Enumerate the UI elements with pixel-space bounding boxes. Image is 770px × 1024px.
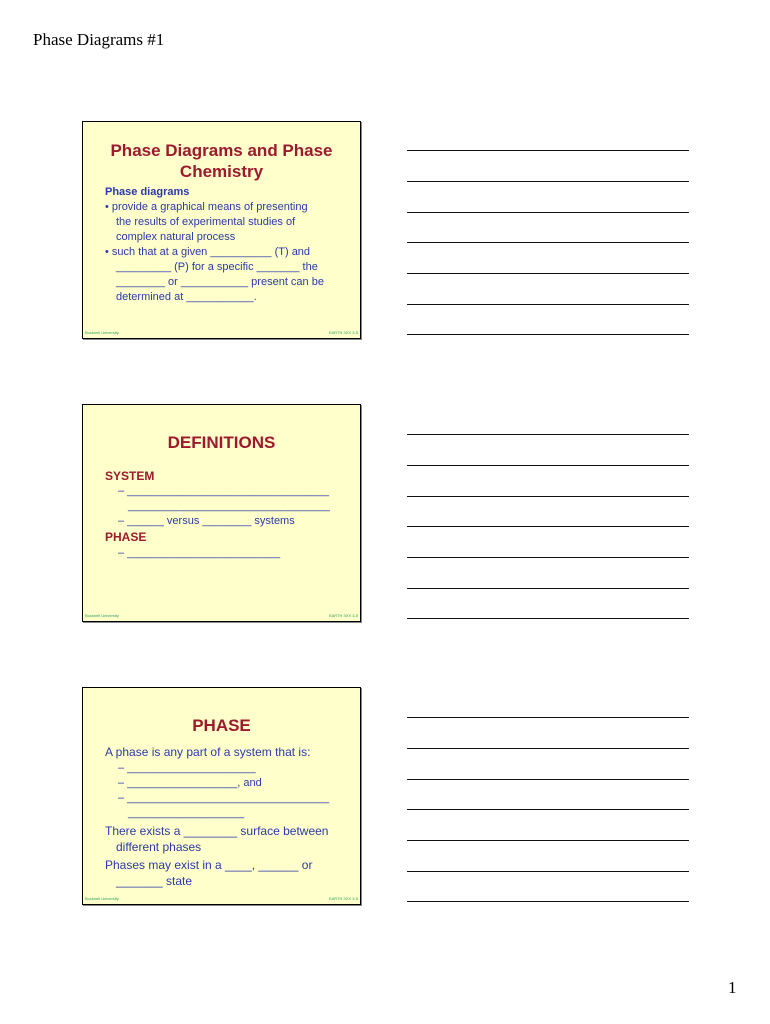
dash-line: – _________________________ [118, 547, 281, 559]
slide-footer-right: EARTH 3XX 3-5 [328, 330, 358, 335]
intro-line: A phase is any part of a system that is: [105, 745, 311, 759]
bullet-line: ________ or ___________ present can be [116, 276, 324, 288]
slide-title-cont: Chemistry [179, 162, 264, 181]
dash-line: _________________________________ [128, 500, 330, 512]
paragraph-line: Phases may exist in a ____, ______ or [105, 858, 313, 872]
note-line [407, 901, 689, 902]
dash-line: – _________________________________ [118, 792, 330, 804]
note-line [407, 273, 689, 274]
slide-footer-right: EARTH 3XX 3-5 [328, 896, 358, 901]
phase-heading: PHASE [105, 530, 147, 544]
slide-footer-left: Bucknell University [85, 896, 119, 901]
bullet-line: determined at ___________. [116, 291, 257, 303]
page-header: Phase Diagrams #1 [33, 30, 165, 49]
note-line [407, 212, 689, 213]
slide-title: Phase Diagrams and Phase [110, 141, 333, 160]
note-line [407, 496, 689, 497]
dash-line: ___________________ [128, 807, 245, 819]
slide-1 [82, 121, 361, 339]
note-line [407, 588, 689, 589]
bullet-line: _________ (P) for a specific _______ the [116, 261, 318, 273]
note-line [407, 557, 689, 558]
dash-line: – _____________________ [118, 762, 256, 774]
note-line [407, 242, 689, 243]
bullet-line: the results of experimental studies of [116, 216, 296, 228]
dash-line: – ______ versus ________ systems [118, 515, 295, 527]
note-line [407, 618, 689, 619]
note-line [407, 434, 689, 435]
note-line [407, 526, 689, 527]
note-line [407, 465, 689, 466]
bullet-line: • provide a graphical means of presenting [105, 201, 308, 213]
note-line [407, 748, 689, 749]
note-line [407, 334, 689, 335]
subheading: Phase diagrams [105, 186, 190, 198]
note-line [407, 304, 689, 305]
paragraph-line: different phases [116, 840, 202, 854]
paragraph-line: There exists a ________ surface between [105, 824, 329, 838]
note-line [407, 717, 689, 718]
note-line [407, 181, 689, 182]
dash-line: – __________________, and [118, 777, 262, 789]
note-line [407, 809, 689, 810]
slide-body [105, 468, 344, 561]
slide-3 [82, 687, 361, 905]
note-line [407, 840, 689, 841]
slide-body [105, 744, 344, 889]
slide-footer-left: Bucknell University [85, 330, 119, 335]
bullet-line: complex natural process [116, 231, 236, 243]
note-line [407, 871, 689, 872]
slide-title: DEFINITIONS [167, 433, 276, 452]
bullet-line: • such that at a given __________ (T) and [105, 246, 311, 258]
dash-line: – _________________________________ [118, 485, 330, 497]
slide-title: PHASE [192, 716, 251, 735]
slide-footer-left: Bucknell University [85, 613, 119, 618]
paragraph-line: _______ state [116, 874, 193, 888]
note-line [407, 779, 689, 780]
slide-body [105, 185, 344, 305]
slide-2 [82, 404, 361, 622]
system-heading: SYSTEM [105, 469, 155, 483]
note-line [407, 150, 689, 151]
page-number: 1 [728, 978, 737, 997]
slide-footer-right: EARTH 3XX 3-5 [328, 613, 358, 618]
